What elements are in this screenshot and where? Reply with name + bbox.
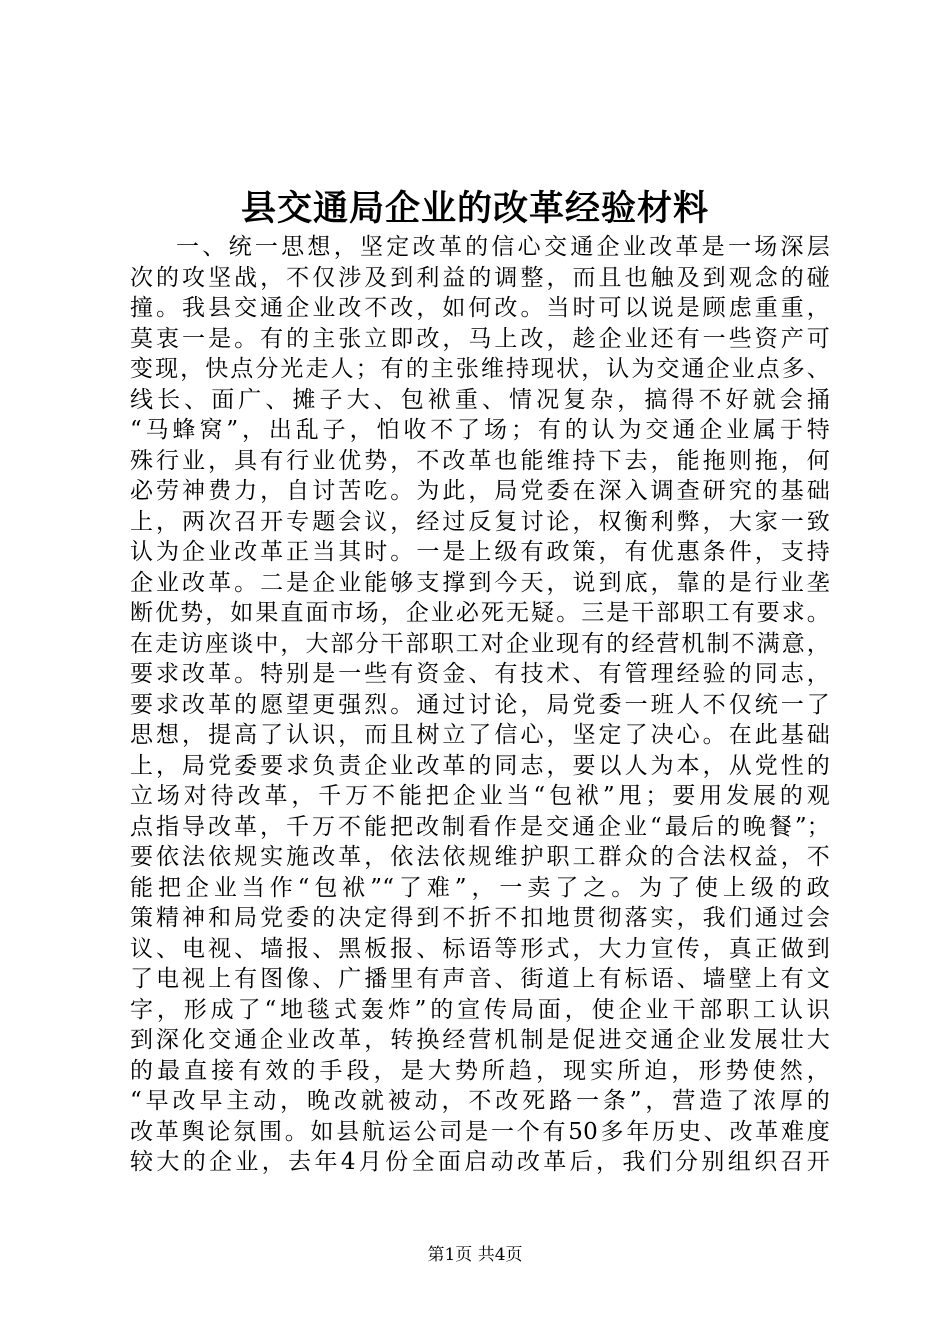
text-line: 立场对待改革，千万不能把企业当“包袱”甩；要用发展的观 — [130, 783, 830, 809]
body-paragraph — [130, 232, 830, 1178]
text-line: 殊行业，具有行业优势，不改革也能维持下去，能拖则拖，何 — [130, 447, 830, 474]
text-line: 到深化交通企业改革，转换经营机制是促进交通企业发展壮大 — [130, 1027, 830, 1053]
text-line: 必劳神费力，自讨苦吃。为此，局党委在深入调查研究的基础 — [130, 478, 830, 504]
text-line: 上，两次召开专题会议，经过反复讨论，权衡利弊，大家一致 — [130, 508, 830, 535]
text-line: 线长、面广、摊子大、包袱重、情况复杂，搞得不好就会捅 — [130, 386, 830, 413]
text-line: 字，形成了“地毯式轰炸”的宣传局面，使企业干部职工认识 — [130, 996, 830, 1023]
text-line: 企业改革。二是企业能够支撑到今天，说到底，靠的是行业垄 — [130, 569, 830, 596]
text-line: “早改早主动，晚改就被动，不改死路一条”，营造了浓厚的 — [130, 1088, 830, 1114]
text-line: 撞。我县交通企业改不改，如何改。当时可以说是顾虑重重， — [130, 295, 830, 321]
text-line: 的最直接有效的手段，是大势所趋，现实所迫，形势使然， — [130, 1057, 830, 1084]
text-line: “马蜂窝”，出乱子，怕收不了场；有的认为交通企业属于特 — [130, 417, 830, 443]
document-title: 县交通局企业的改革经验材料 — [240, 188, 709, 229]
text-line: 较大的企业，去年4月份全面启动改革后，我们分别组织召开 — [130, 1149, 830, 1175]
text-line: 能把企业当作“包袱”“了难”，一卖了之。为了使上级的政 — [130, 874, 830, 901]
text-line: 改革舆论氛围。如县航运公司是一个有50多年历史、改革难度 — [130, 1118, 830, 1145]
text-line: 要依法依规实施改革，依法依规维护职工群众的合法权益，不 — [130, 844, 830, 870]
text-line: 上，局党委要求负责企业改革的同志，要以人为本，从党性的 — [130, 752, 830, 779]
page-number-footer: 第1页 共4页 — [427, 1245, 523, 1265]
text-line: 莫衷一是。有的主张立即改，马上改，趁企业还有一些资产可 — [130, 325, 830, 352]
text-line: 思想，提高了认识，而且树立了信心，坚定了决心。在此基础 — [130, 722, 830, 748]
text-line: 变现，快点分光走人；有的主张维持现状，认为交通企业点多、 — [130, 356, 830, 382]
text-line: 断优势，如果直面市场，企业必死无疑。三是干部职工有要求。 — [130, 600, 830, 626]
text-line: 策精神和局党委的决定得到不折不扣地贯彻落实，我们通过会 — [130, 905, 830, 931]
text-line: 一、统一思想，坚定改革的信心交通企业改革是一场深层 — [176, 234, 830, 260]
text-line: 要求改革的愿望更强烈。通过讨论，局党委一班人不仅统一了 — [130, 691, 830, 718]
text-line: 在走访座谈中，大部分干部职工对企业现有的经营机制不满意， — [130, 630, 830, 657]
text-line: 议、电视、墙报、黑板报、标语等形式，大力宣传，真正做到 — [130, 935, 830, 962]
text-line: 要求改革。特别是一些有资金、有技术、有管理经验的同志， — [130, 661, 830, 687]
text-line: 认为企业改革正当其时。一是上级有政策，有优惠条件，支持 — [130, 539, 830, 565]
text-line: 次的攻坚战，不仅涉及到利益的调整，而且也触及到观念的碰 — [130, 264, 830, 291]
text-line: 点指导改革，千万不能把改制看作是交通企业“最后的晚餐”； — [130, 813, 830, 840]
text-line: 了电视上有图像、广播里有声音、街道上有标语、墙壁上有文 — [130, 966, 830, 992]
